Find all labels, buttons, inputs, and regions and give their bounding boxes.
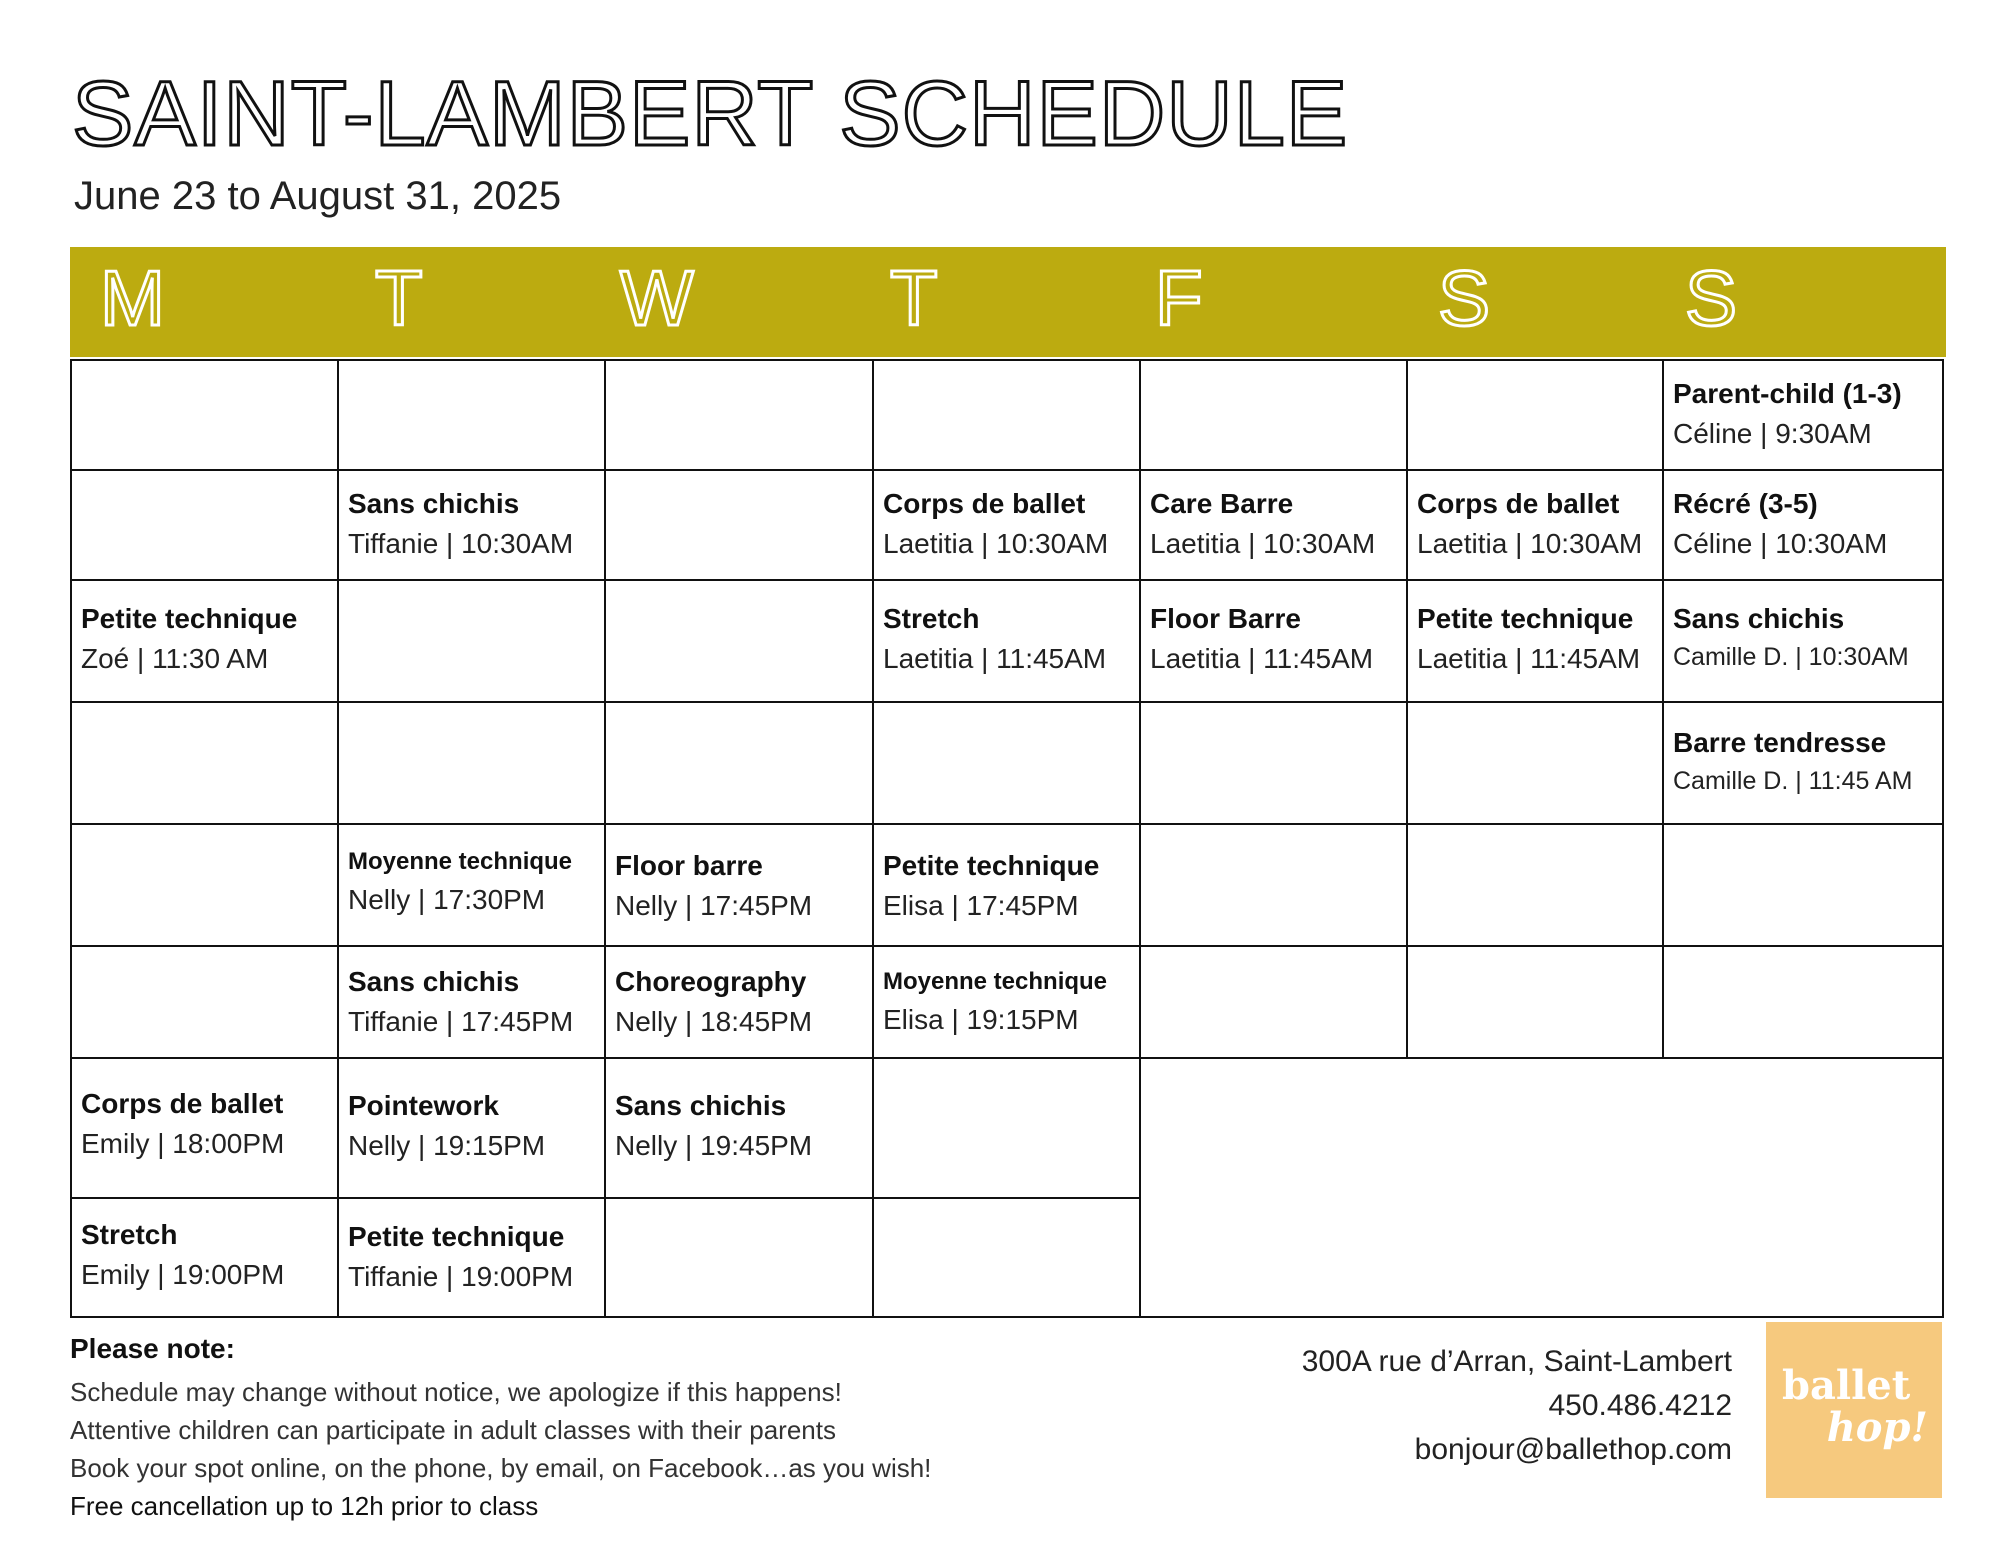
class-cell[interactable]	[339, 1092, 545, 1160]
class-info: Emily | 18:00PM	[81, 1128, 285, 1159]
class-name: Petite technique	[81, 603, 298, 634]
class-cell[interactable]	[72, 1221, 284, 1289]
note-line: Book your spot online, on the phone, by email, on Facebook…as you wish!	[70, 1453, 932, 1483]
class-cell[interactable]	[606, 968, 812, 1036]
class-info: Tiffanie | 10:30AM	[348, 528, 574, 559]
class-info: Nelly | 19:15PM	[348, 1130, 546, 1161]
class-info: Elisa | 19:15PM	[883, 1004, 1079, 1035]
class-info: Laetitia | 10:30AM	[1417, 528, 1643, 559]
notes-heading: Please note:	[70, 1333, 235, 1364]
note-line: Free cancellation up to 12h prior to class	[70, 1491, 539, 1521]
class-info: Elisa | 17:45PM	[883, 890, 1079, 921]
class-info: Laetitia | 10:30AM	[883, 528, 1109, 559]
class-info: Nelly | 17:45PM	[615, 890, 813, 921]
class-cell[interactable]	[339, 1223, 573, 1291]
day-thursday: T	[890, 254, 938, 342]
class-cell[interactable]	[339, 850, 572, 914]
class-name: Sans chichis	[348, 488, 520, 519]
note-line: Attentive children can participate in adult classes with their parents	[70, 1415, 836, 1445]
class-name: Moyenne technique	[348, 848, 573, 875]
logo-text-line2: hop!	[1826, 1404, 1928, 1451]
grid-border-bottom	[70, 1316, 1944, 1318]
class-cell[interactable]	[874, 605, 1106, 673]
class-name: Corps de ballet	[883, 488, 1086, 519]
class-name: Petite technique	[883, 850, 1100, 881]
class-name: Floor Barre	[1150, 603, 1301, 634]
class-name: Choreography	[615, 966, 807, 997]
class-cell[interactable]	[874, 970, 1107, 1034]
class-cell[interactable]	[339, 490, 573, 558]
grid-vline	[1406, 359, 1408, 1059]
contact-info	[1302, 1340, 1732, 1472]
class-info: Nelly | 17:30PM	[348, 884, 546, 915]
class-info: Céline | 9:30AM	[1673, 418, 1872, 449]
class-info: Zoé | 11:30 AM	[81, 643, 269, 674]
class-cell[interactable]	[1141, 490, 1375, 558]
grid-hline	[70, 701, 1944, 703]
notes-section	[70, 1333, 931, 1525]
class-info: Camille D. | 10:30AM	[1673, 643, 1909, 671]
class-name: Petite technique	[1417, 603, 1634, 634]
class-name: Corps de ballet	[81, 1088, 284, 1119]
class-info: Emily | 19:00PM	[81, 1259, 285, 1290]
class-info: Laetitia | 10:30AM	[1150, 528, 1376, 559]
grid-vline	[604, 359, 606, 1318]
class-cell[interactable]	[1408, 490, 1642, 558]
day-sunday: S	[1685, 254, 1738, 342]
class-cell[interactable]	[72, 1090, 284, 1158]
class-cell[interactable]	[1664, 490, 1887, 558]
class-info: Laetitia | 11:45AM	[1150, 643, 1374, 674]
class-name: Barre tendresse	[1673, 727, 1887, 758]
class-name: Floor barre	[615, 850, 763, 881]
class-cell[interactable]	[1664, 605, 1909, 670]
ballet-hop-logo	[1766, 1322, 1942, 1498]
page-title: SAINT-LAMBERT SCHEDULE	[72, 63, 1349, 165]
grid-border-left	[70, 359, 72, 1318]
phone-number[interactable]: 450.486.4212	[1548, 1389, 1732, 1422]
grid-vline	[1662, 359, 1664, 1059]
class-cell[interactable]	[1408, 605, 1640, 673]
class-name: Sans chichis	[615, 1090, 787, 1121]
class-info: Tiffanie | 19:00PM	[348, 1261, 574, 1292]
class-cell[interactable]	[606, 1092, 812, 1160]
day-saturday: S	[1438, 254, 1491, 342]
class-info: Nelly | 18:45PM	[615, 1006, 813, 1037]
class-name: Sans chichis	[348, 966, 520, 997]
class-name: Récré (3-5)	[1673, 488, 1818, 519]
class-info: Laetitia | 11:45AM	[883, 643, 1107, 674]
grid-hline	[70, 1057, 1944, 1059]
class-cell[interactable]	[339, 968, 573, 1036]
class-cell[interactable]	[1664, 729, 1912, 794]
address: 300A rue d’Arran, Saint-Lambert	[1301, 1345, 1732, 1378]
class-info: Tiffanie | 17:45PM	[348, 1006, 574, 1037]
class-cell[interactable]	[1664, 380, 1902, 448]
class-name: Parent-child (1-3)	[1673, 378, 1902, 409]
grid-hline	[70, 945, 1944, 947]
class-info: Laetitia | 11:45AM	[1417, 643, 1641, 674]
day-monday: M	[100, 254, 165, 342]
class-name: Moyenne technique	[883, 968, 1108, 995]
class-name: Stretch	[81, 1219, 178, 1250]
day-tuesday: T	[375, 254, 423, 342]
grid-border-right	[1942, 359, 1944, 1318]
day-header-band	[70, 247, 1946, 357]
grid-hline	[70, 579, 1944, 581]
class-name: Sans chichis	[1673, 603, 1845, 634]
class-name: Petite technique	[348, 1221, 565, 1252]
class-name: Stretch	[883, 603, 980, 634]
date-range: June 23 to August 31, 2025	[74, 174, 562, 218]
class-name: Pointework	[348, 1090, 499, 1121]
class-cell[interactable]	[1141, 605, 1373, 673]
grid-hline	[70, 1197, 1141, 1199]
class-name: Corps de ballet	[1417, 488, 1620, 519]
class-info: Camille D. | 11:45 AM	[1673, 767, 1913, 795]
class-info: Céline | 10:30AM	[1673, 528, 1888, 559]
grid-hline	[70, 469, 1944, 471]
logo-text-line1: ballet	[1782, 1362, 1911, 1409]
class-cell[interactable]	[874, 852, 1099, 920]
class-cell[interactable]	[72, 605, 297, 673]
class-cell[interactable]	[874, 490, 1108, 558]
note-line: Schedule may change without notice, we apologize if this happens!	[70, 1377, 842, 1407]
class-info: Nelly | 19:45PM	[615, 1130, 813, 1161]
grid-hline	[70, 823, 1944, 825]
day-wednesday: W	[620, 254, 694, 342]
class-name: Care Barre	[1150, 488, 1294, 519]
class-cell[interactable]	[606, 852, 812, 920]
email-address[interactable]: bonjour@ballethop.com	[1414, 1433, 1732, 1466]
day-friday: F	[1155, 254, 1203, 342]
